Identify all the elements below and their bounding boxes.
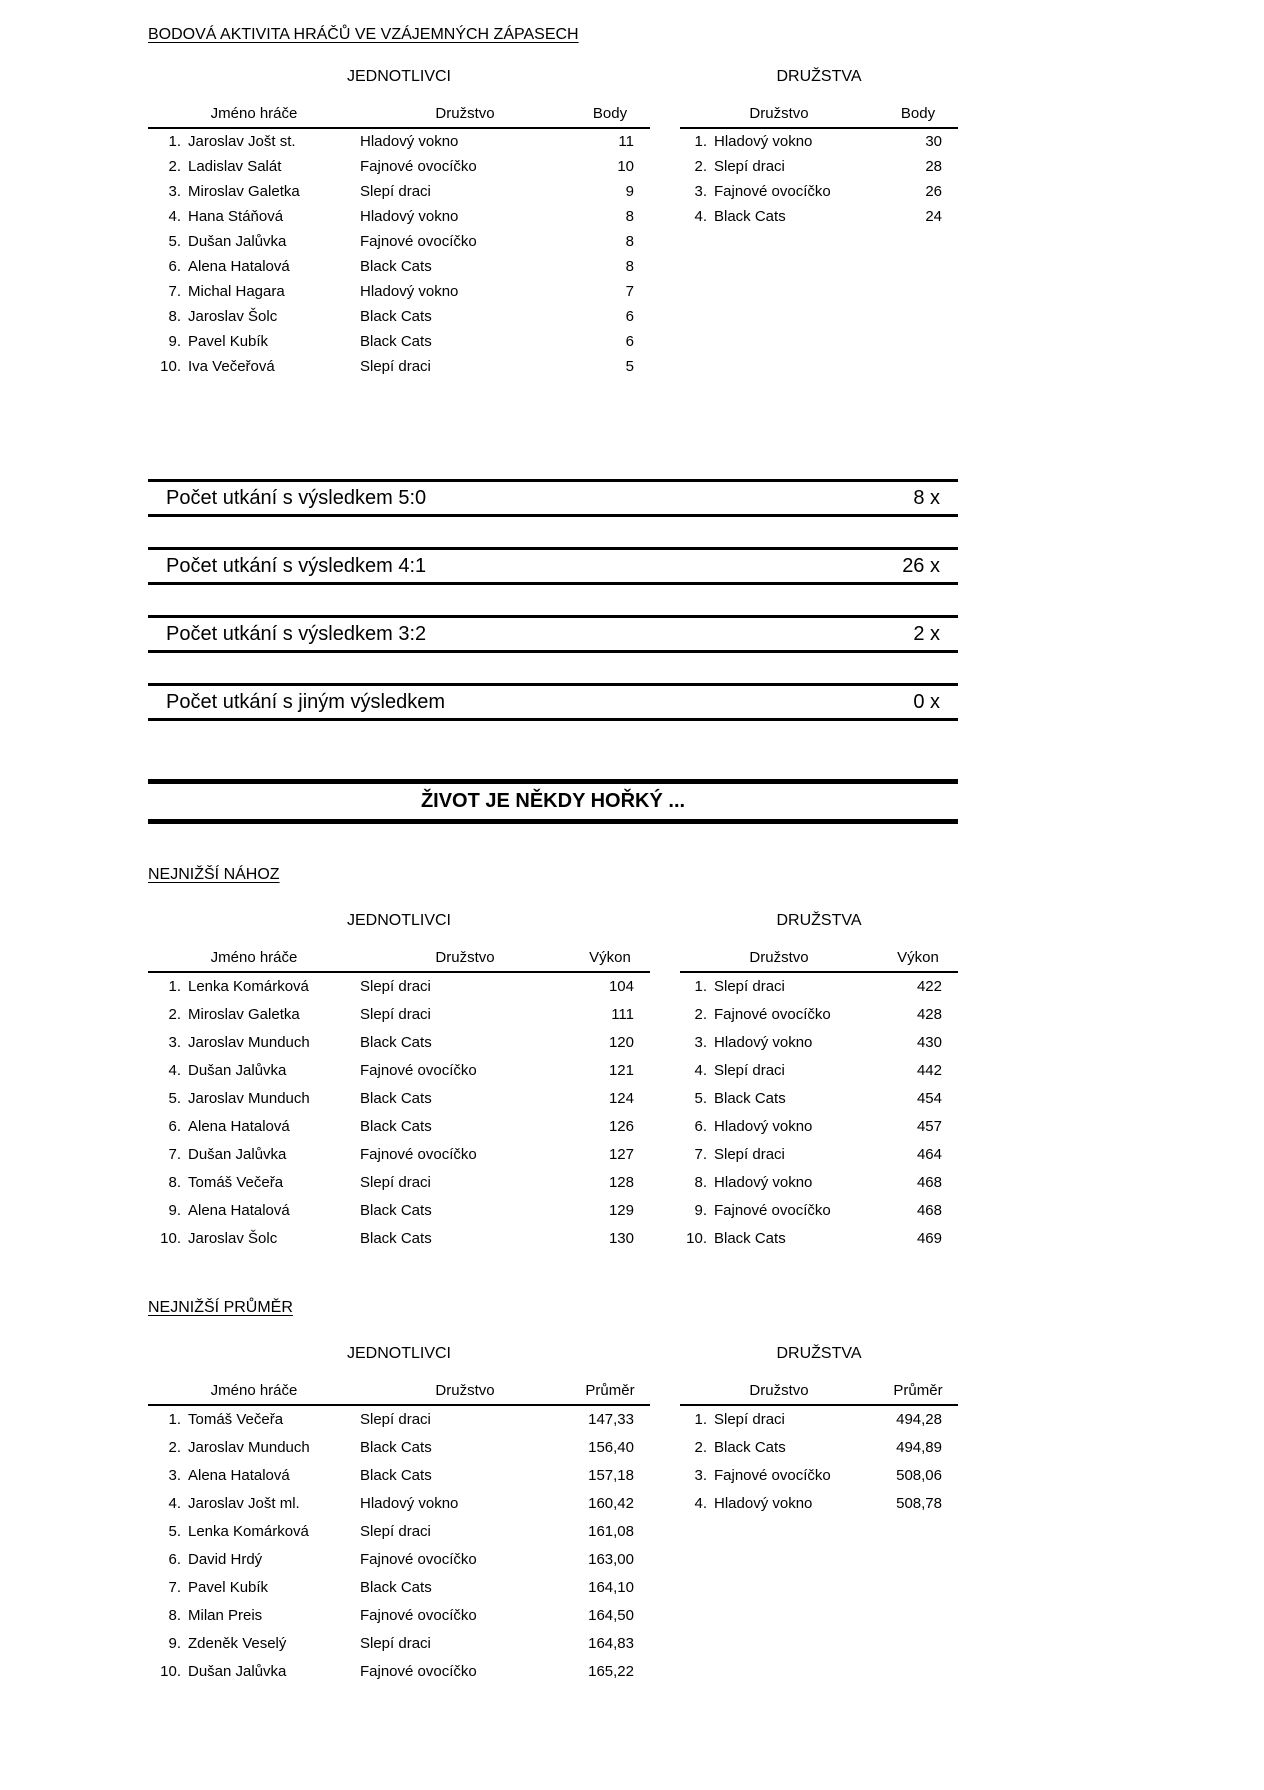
team-cell: Slepí draci (714, 1411, 785, 1428)
player-name-cell: Tomáš Večeřa (188, 1411, 284, 1428)
rank-cell: 4. (694, 1062, 707, 1079)
value-cell: 11 (618, 133, 634, 150)
value-cell: 161,08 (588, 1523, 634, 1540)
team-cell: Slepí draci (360, 1006, 431, 1023)
value-cell: 160,42 (588, 1495, 634, 1512)
player-name-cell: Jaroslav Munduch (188, 1034, 310, 1051)
rank-cell: 3. (168, 183, 181, 200)
team-cell: Slepí draci (360, 1411, 431, 1428)
rank-cell: 10. (160, 1663, 181, 1680)
value-cell: 111 (611, 1006, 634, 1023)
nahoz-section (148, 912, 958, 1253)
table-row (148, 1197, 650, 1225)
value-column-header: Výkon (897, 949, 939, 966)
team-column-header: Družstvo (435, 1382, 495, 1399)
team-cell: Black Cats (360, 1579, 432, 1596)
points-section (148, 68, 958, 379)
team-cell: Fajnové ovocíčko (360, 1062, 477, 1079)
value-cell: 494,28 (896, 1411, 942, 1428)
team-column-header: Družstvo (435, 105, 495, 122)
value-cell: 442 (916, 1062, 942, 1079)
value-cell: 468 (916, 1174, 942, 1191)
rank-cell: 9. (694, 1202, 707, 1219)
value-cell: 128 (608, 1174, 634, 1191)
table-rows (680, 973, 958, 1253)
rank-cell: 6. (168, 1551, 181, 1568)
table-row (148, 1546, 650, 1574)
rank-cell: 3. (694, 1034, 707, 1051)
nahoz-individuals-table (148, 912, 650, 1253)
team-column-header: Družstvo (749, 105, 809, 122)
player-name-cell: Alena Hatalová (188, 258, 290, 275)
value-cell: 165,22 (588, 1663, 634, 1680)
rank-cell: 4. (694, 208, 707, 225)
team-cell: Hladový vokno (714, 1174, 813, 1191)
rank-cell: 4. (168, 1495, 181, 1512)
rank-cell: 4. (694, 1495, 707, 1512)
table-row (148, 1029, 650, 1057)
player-name-cell: Zdeněk Veselý (188, 1635, 287, 1652)
table-row (680, 1141, 958, 1169)
rank-cell: 3. (168, 1034, 181, 1051)
team-cell: Fajnové ovocíčko (360, 1551, 477, 1568)
value-cell: 422 (916, 978, 942, 995)
banner-label: Počet utkání s výsledkem 3:2 (166, 623, 427, 645)
rank-cell: 5. (168, 1090, 181, 1107)
player-column-header: Jméno hráče (210, 1382, 298, 1399)
player-column-header: Jméno hráče (210, 949, 298, 966)
value-cell: 163,00 (588, 1551, 634, 1568)
player-name-cell: Jaroslav Munduch (188, 1090, 310, 1107)
table-row (148, 1001, 650, 1029)
table-row (148, 1406, 650, 1434)
points-teams-table (680, 68, 958, 379)
value-cell: 24 (925, 208, 942, 225)
value-column-header: Průměr (893, 1382, 943, 1399)
player-name-cell: Dušan Jalůvka (188, 1146, 287, 1163)
value-cell: 508,06 (896, 1467, 942, 1484)
table-header (148, 950, 650, 973)
banner-value: 2 x (913, 623, 940, 645)
table-row (148, 304, 650, 329)
rank-cell: 1. (694, 133, 707, 150)
table-row (680, 1225, 958, 1253)
team-cell: Black Cats (360, 333, 432, 350)
value-cell: 120 (608, 1034, 634, 1051)
table-header (148, 1383, 650, 1406)
rank-cell: 2. (694, 1439, 707, 1456)
value-cell: 9 (625, 183, 634, 200)
player-name-cell: Alena Hatalová (188, 1467, 290, 1484)
value-cell: 6 (625, 308, 634, 325)
team-cell: Black Cats (360, 1467, 432, 1484)
value-cell: 164,10 (588, 1579, 634, 1596)
player-name-cell: Jaroslav Munduch (188, 1439, 310, 1456)
rank-cell: 7. (168, 283, 181, 300)
banner-value: 8 x (913, 487, 940, 509)
value-cell: 6 (625, 333, 634, 350)
value-column-header: Výkon (589, 949, 631, 966)
table-row (148, 1602, 650, 1630)
player-name-cell: Dušan Jalůvka (188, 233, 287, 250)
team-cell: Hladový vokno (714, 1118, 813, 1135)
team-column-header: Družstvo (749, 949, 809, 966)
value-cell: 464 (916, 1146, 942, 1163)
player-name-cell: Tomáš Večeřa (188, 1174, 284, 1191)
rank-cell: 1. (168, 978, 181, 995)
rank-cell: 8. (694, 1174, 707, 1191)
rank-cell: 6. (168, 1118, 181, 1135)
table-row (680, 1001, 958, 1029)
table-row (148, 354, 650, 379)
rank-cell: 9. (168, 1202, 181, 1219)
rank-cell: 5. (694, 1090, 707, 1107)
result-count-banner (148, 683, 958, 721)
individuals-caption: JEDNOTLIVCI (346, 68, 451, 85)
rank-cell: 3. (694, 1467, 707, 1484)
rank-cell: 10. (160, 1230, 181, 1247)
nahoz-heading: NEJNIŽŠÍ NÁHOZ (148, 866, 280, 883)
player-name-cell: Jaroslav Šolc (188, 308, 278, 325)
team-cell: Black Cats (714, 1439, 786, 1456)
team-cell: Slepí draci (360, 183, 431, 200)
value-cell: 454 (916, 1090, 942, 1107)
value-cell: 157,18 (588, 1467, 634, 1484)
value-cell: 121 (608, 1062, 634, 1079)
team-cell: Hladový vokno (714, 1034, 813, 1051)
rank-cell: 9. (168, 1635, 181, 1652)
table-row (148, 1490, 650, 1518)
table-row (148, 1658, 650, 1686)
player-name-cell: Iva Večeřová (188, 358, 275, 375)
value-cell: 8 (625, 208, 634, 225)
table-header (680, 950, 958, 973)
table-row (148, 229, 650, 254)
page-title: BODOVÁ AKTIVITA HRÁČŮ VE VZÁJEMNÝCH ZÁPASECH (148, 26, 579, 43)
table-row (680, 1490, 958, 1518)
team-cell: Slepí draci (360, 1523, 431, 1540)
table-row (148, 1113, 650, 1141)
value-column-header: Body (592, 105, 628, 122)
table-row (680, 179, 958, 204)
table-row (680, 154, 958, 179)
banner-value: 0 x (913, 691, 940, 713)
table-row (148, 129, 650, 154)
value-cell: 428 (916, 1006, 942, 1023)
value-cell: 430 (916, 1034, 942, 1051)
rank-cell: 6. (168, 258, 181, 275)
team-cell: Black Cats (360, 1202, 432, 1219)
rank-cell: 10. (686, 1230, 707, 1247)
value-cell: 8 (625, 233, 634, 250)
table-row (680, 1113, 958, 1141)
table-row (148, 204, 650, 229)
rank-cell: 3. (168, 1467, 181, 1484)
table-row (680, 973, 958, 1001)
value-cell: 129 (608, 1202, 634, 1219)
document-page (148, 0, 958, 1686)
team-cell: Fajnové ovocíčko (360, 233, 477, 250)
table-row (148, 1085, 650, 1113)
result-count-banner (148, 615, 958, 653)
nahoz-teams-table (680, 912, 958, 1253)
table-row (680, 1406, 958, 1434)
points-individuals-table (148, 68, 650, 379)
team-cell: Hladový vokno (714, 1495, 813, 1512)
team-cell: Black Cats (360, 1118, 432, 1135)
table-row (148, 1434, 650, 1462)
table-row (148, 1518, 650, 1546)
table-header (148, 106, 650, 129)
table-rows (148, 129, 650, 379)
team-cell: Black Cats (714, 1090, 786, 1107)
team-cell: Black Cats (360, 1034, 432, 1051)
value-cell: 30 (925, 133, 942, 150)
table-row (680, 1197, 958, 1225)
team-cell: Slepí draci (714, 978, 785, 995)
player-name-cell: Dušan Jalůvka (188, 1663, 287, 1680)
table-row (148, 973, 650, 1001)
prumer-section (148, 1345, 958, 1686)
table-row (680, 1434, 958, 1462)
value-cell: 5 (625, 358, 634, 375)
table-row (148, 1574, 650, 1602)
result-count-banner (148, 547, 958, 585)
value-cell: 468 (916, 1202, 942, 1219)
prumer-heading: NEJNIŽŠÍ PRŮMĚR (148, 1299, 293, 1316)
individuals-caption: JEDNOTLIVCI (346, 1345, 451, 1362)
prumer-individuals-table (148, 1345, 650, 1686)
team-cell: Fajnové ovocíčko (360, 1607, 477, 1624)
team-cell: Black Cats (360, 1439, 432, 1456)
divider-heading: ŽIVOT JE NĚKDY HOŘKÝ ... (420, 790, 686, 812)
player-name-cell: Hana Stáňová (188, 208, 284, 225)
table-row (680, 129, 958, 154)
rank-cell: 3. (694, 183, 707, 200)
player-name-cell: Jaroslav Šolc (188, 1230, 278, 1247)
player-name-cell: Jaroslav Jošt st. (188, 133, 296, 150)
team-cell: Fajnové ovocíčko (360, 158, 477, 175)
rank-cell: 9. (168, 333, 181, 350)
team-cell: Fajnové ovocíčko (360, 1663, 477, 1680)
table-rows (680, 1406, 958, 1518)
rank-cell: 5. (168, 233, 181, 250)
value-cell: 457 (916, 1118, 942, 1135)
value-cell: 126 (608, 1118, 634, 1135)
table-rows (680, 129, 958, 229)
team-cell: Hladový vokno (360, 1495, 459, 1512)
table-header (680, 106, 958, 129)
table-row (680, 1057, 958, 1085)
table-row (680, 1462, 958, 1490)
player-name-cell: Michal Hagara (188, 283, 285, 300)
team-cell: Black Cats (360, 1230, 432, 1247)
team-column-header: Družstvo (749, 1382, 809, 1399)
rank-cell: 2. (694, 158, 707, 175)
teams-caption: DRUŽSTVA (776, 912, 862, 929)
value-cell: 8 (625, 258, 634, 275)
player-name-cell: Milan Preis (188, 1607, 263, 1624)
result-count-banners (148, 479, 958, 721)
table-row (148, 154, 650, 179)
table-rows (148, 1406, 650, 1686)
team-cell: Slepí draci (714, 158, 785, 175)
table-row (680, 204, 958, 229)
value-column-header: Průměr (585, 1382, 635, 1399)
player-name-cell: Ladislav Salát (188, 158, 282, 175)
section-divider (148, 779, 958, 824)
rank-cell: 10. (160, 358, 181, 375)
value-cell: 156,40 (588, 1439, 634, 1456)
value-cell: 124 (608, 1090, 634, 1107)
rank-cell: 1. (168, 133, 181, 150)
team-cell: Slepí draci (360, 358, 431, 375)
team-cell: Fajnové ovocíčko (360, 1146, 477, 1163)
rank-cell: 1. (694, 978, 707, 995)
value-column-header: Body (900, 105, 936, 122)
team-cell: Slepí draci (714, 1062, 785, 1079)
player-name-cell: Pavel Kubík (188, 333, 269, 350)
rank-cell: 2. (168, 1006, 181, 1023)
player-name-cell: Lenka Komárková (188, 1523, 309, 1540)
rank-cell: 2. (168, 1439, 181, 1456)
value-cell: 469 (916, 1230, 942, 1247)
banner-label: Počet utkání s výsledkem 5:0 (166, 487, 427, 509)
value-cell: 164,50 (588, 1607, 634, 1624)
divider-rule-bottom (148, 819, 958, 824)
player-name-cell: David Hrdý (188, 1551, 263, 1568)
prumer-teams-table (680, 1345, 958, 1686)
team-cell: Hladový vokno (360, 133, 459, 150)
player-name-cell: Alena Hatalová (188, 1118, 290, 1135)
team-cell: Black Cats (360, 1090, 432, 1107)
team-cell: Hladový vokno (360, 283, 459, 300)
player-name-cell: Lenka Komárková (188, 978, 309, 995)
table-row (148, 1141, 650, 1169)
rank-cell: 8. (168, 1607, 181, 1624)
team-cell: Black Cats (714, 208, 786, 225)
teams-caption: DRUŽSTVA (776, 1345, 862, 1362)
player-name-cell: Miroslav Galetka (188, 183, 300, 200)
value-cell: 26 (925, 183, 942, 200)
player-name-cell: Alena Hatalová (188, 1202, 290, 1219)
table-row (148, 1225, 650, 1253)
table-row (148, 1169, 650, 1197)
banner-label: Počet utkání s jiným výsledkem (166, 691, 445, 713)
table-row (148, 279, 650, 304)
rank-cell: 4. (168, 208, 181, 225)
rank-cell: 7. (694, 1146, 707, 1163)
rank-cell: 6. (694, 1118, 707, 1135)
rank-cell: 7. (168, 1146, 181, 1163)
value-cell: 28 (925, 158, 942, 175)
team-cell: Black Cats (360, 258, 432, 275)
player-name-cell: Dušan Jalůvka (188, 1062, 287, 1079)
rank-cell: 7. (168, 1579, 181, 1596)
team-cell: Fajnové ovocíčko (714, 1006, 831, 1023)
table-row (148, 1630, 650, 1658)
table-row (148, 1057, 650, 1085)
rank-cell: 1. (168, 1411, 181, 1428)
rank-cell: 2. (694, 1006, 707, 1023)
team-cell: Black Cats (360, 308, 432, 325)
rank-cell: 4. (168, 1062, 181, 1079)
player-column-header: Jméno hráče (210, 105, 298, 122)
table-rows (148, 973, 650, 1253)
team-cell: Hladový vokno (714, 133, 813, 150)
team-cell: Fajnové ovocíčko (714, 183, 831, 200)
teams-caption: DRUŽSTVA (776, 68, 862, 85)
player-name-cell: Miroslav Galetka (188, 1006, 300, 1023)
rank-cell: 5. (168, 1523, 181, 1540)
team-cell: Hladový vokno (360, 208, 459, 225)
table-header (680, 1383, 958, 1406)
value-cell: 104 (608, 978, 634, 995)
value-cell: 130 (608, 1230, 634, 1247)
team-cell: Slepí draci (360, 978, 431, 995)
value-cell: 127 (608, 1146, 634, 1163)
rank-cell: 1. (694, 1411, 707, 1428)
table-row (680, 1085, 958, 1113)
individuals-caption: JEDNOTLIVCI (346, 912, 451, 929)
result-count-banner (148, 479, 958, 517)
team-cell: Slepí draci (714, 1146, 785, 1163)
table-row (148, 254, 650, 279)
value-cell: 508,78 (896, 1495, 942, 1512)
team-cell: Fajnové ovocíčko (714, 1467, 831, 1484)
table-row (680, 1169, 958, 1197)
player-name-cell: Pavel Kubík (188, 1579, 269, 1596)
rank-cell: 8. (168, 308, 181, 325)
table-row (680, 1029, 958, 1057)
table-row (148, 1462, 650, 1490)
rank-cell: 8. (168, 1174, 181, 1191)
team-cell: Slepí draci (360, 1174, 431, 1191)
value-cell: 7 (625, 283, 634, 300)
table-row (148, 179, 650, 204)
value-cell: 147,33 (588, 1411, 634, 1428)
team-column-header: Družstvo (435, 949, 495, 966)
rank-cell: 2. (168, 158, 181, 175)
value-cell: 164,83 (588, 1635, 634, 1652)
table-row (148, 329, 650, 354)
team-cell: Fajnové ovocíčko (714, 1202, 831, 1219)
team-cell: Slepí draci (360, 1635, 431, 1652)
player-name-cell: Jaroslav Jošt ml. (188, 1495, 300, 1512)
banner-label: Počet utkání s výsledkem 4:1 (166, 555, 427, 577)
team-cell: Black Cats (714, 1230, 786, 1247)
value-cell: 10 (617, 158, 634, 175)
value-cell: 494,89 (896, 1439, 942, 1456)
banner-value: 26 x (902, 555, 940, 577)
